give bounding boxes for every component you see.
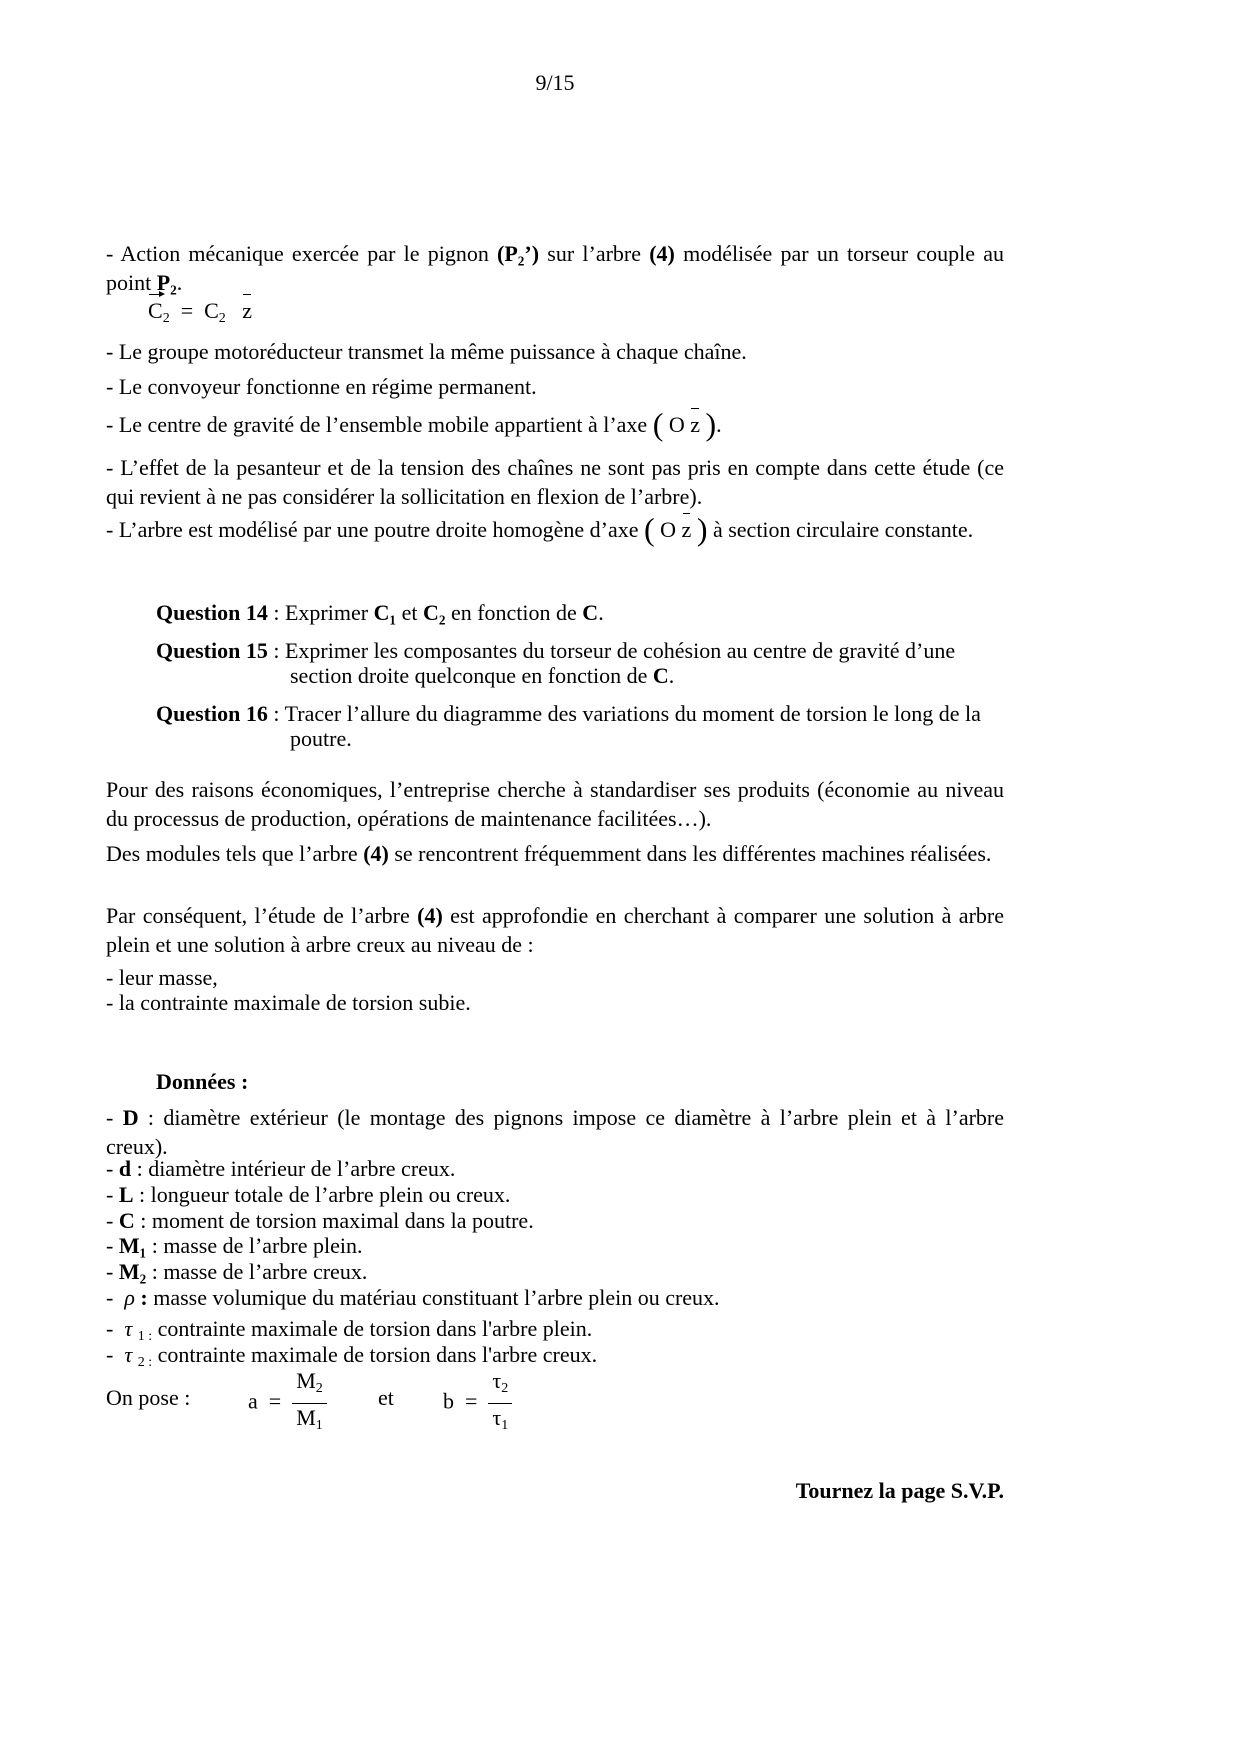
ratio-b: b = $\frac{\tau_2}{\tau_1}$	[443, 1367, 512, 1440]
question-16-line2: poutre.	[290, 726, 352, 751]
effet-paragraph: - L’effet de la pesanteur et de la tension des chaînes ne sont pas pris en compte dans cette étude (ce qui revient à ne pas considérer la sollicitation en flexion de l’arbre).	[106, 455, 1004, 509]
consequent-paragraph: Par conséquent, l’étude de l’arbre (4) est approfondie en cherchant à comparer une solution à arbre plein et une solution à arbre creux au niveau de :	[106, 903, 1004, 957]
donnee-rho: - ρ : masse volumique du matériau constituant l’arbre plein ou creux.	[106, 1285, 720, 1310]
economiques-paragraph: Pour des raisons économiques, l’entreprise cherche à standardiser ses produits (économie au niveau du processus de production, opérations de maintenance facilitées…).	[106, 777, 1004, 831]
convoyeur-line: - Le convoyeur fonctionne en régime permanent.	[106, 374, 537, 399]
donnee-d: - d : diamètre intérieur de l’arbre creux.	[106, 1156, 456, 1181]
masse-line: - leur masse,	[106, 965, 218, 990]
fraction-a: $\frac{M_2}{M_1}$	[292, 1367, 327, 1440]
fraction-b: $\frac{\tau_2}{\tau_1}$	[488, 1367, 512, 1440]
donnee-D: - D : diamètre extérieur (le montage des pignons impose ce diamètre à l’arbre plein et à l’arbre creux).	[106, 1105, 1005, 1159]
et-label: et	[378, 1385, 394, 1410]
action-paragraph: - Action mécanique exercée par le pignon (P₂’) sur l’arbre (4) modélisée par un torseur couple au point P₂.	[106, 241, 1004, 295]
donnee-C: - C : moment de torsion maximal dans la poutre.	[106, 1208, 534, 1233]
question-16: Question 16 : Tracer l’allure du diagramme des variations du moment de torsion le long de la	[156, 701, 981, 726]
donnee-M2: - M₂ : masse de l’arbre creux.	[106, 1259, 368, 1284]
ratio-a: a = $\frac{M_2}{M_1}$	[248, 1367, 327, 1440]
donnee-tau1: - τ $_{1 :}$ contrainte maximale de torsion dans l'arbre plein.	[106, 1316, 593, 1344]
groupe-line: - Le groupe motoréducteur transmet la même puissance à chaque chaîne.	[106, 339, 747, 364]
donnee-L: - L : longueur totale de l’arbre plein ou creux.	[106, 1182, 511, 1207]
arbre-line: - L’arbre est modélisé par une poutre droite homogène d’axe ( O z ) à section circulaire constante.	[106, 511, 974, 547]
question-15: Question 15 : Exprimer les composantes du torseur de cohésion au centre de gravité d’une	[156, 638, 956, 663]
page-number: 9/15	[535, 70, 575, 95]
torque-formula: $C_2 = C_2$ z	[148, 298, 253, 326]
question-15-line2: section droite quelconque en fonction de C.	[290, 663, 675, 688]
modules-paragraph: Des modules tels que l’arbre (4) se rencontrent fréquemment dans les différentes machines réalisées.	[106, 841, 992, 866]
on-pose-label: On pose :	[106, 1385, 191, 1410]
contrainte-line: - la contrainte maximale de torsion subie.	[106, 990, 471, 1015]
donnees-title: Données :	[156, 1069, 249, 1094]
question-14: Question 14 : Exprimer C₁ et C₂ en fonction de C.	[156, 600, 604, 625]
turn-page-footer: Tournez la page S.V.P.	[795, 1478, 1004, 1503]
donnee-tau2: - τ $_{2 :}$ contrainte maximale de torsion dans l'arbre creux.	[106, 1342, 598, 1370]
centre-gravite-line: - Le centre de gravité de l’ensemble mobile appartient à l’axe ( O z ).	[106, 406, 722, 442]
donnee-M1: - M₁ : masse de l’arbre plein.	[106, 1233, 363, 1258]
